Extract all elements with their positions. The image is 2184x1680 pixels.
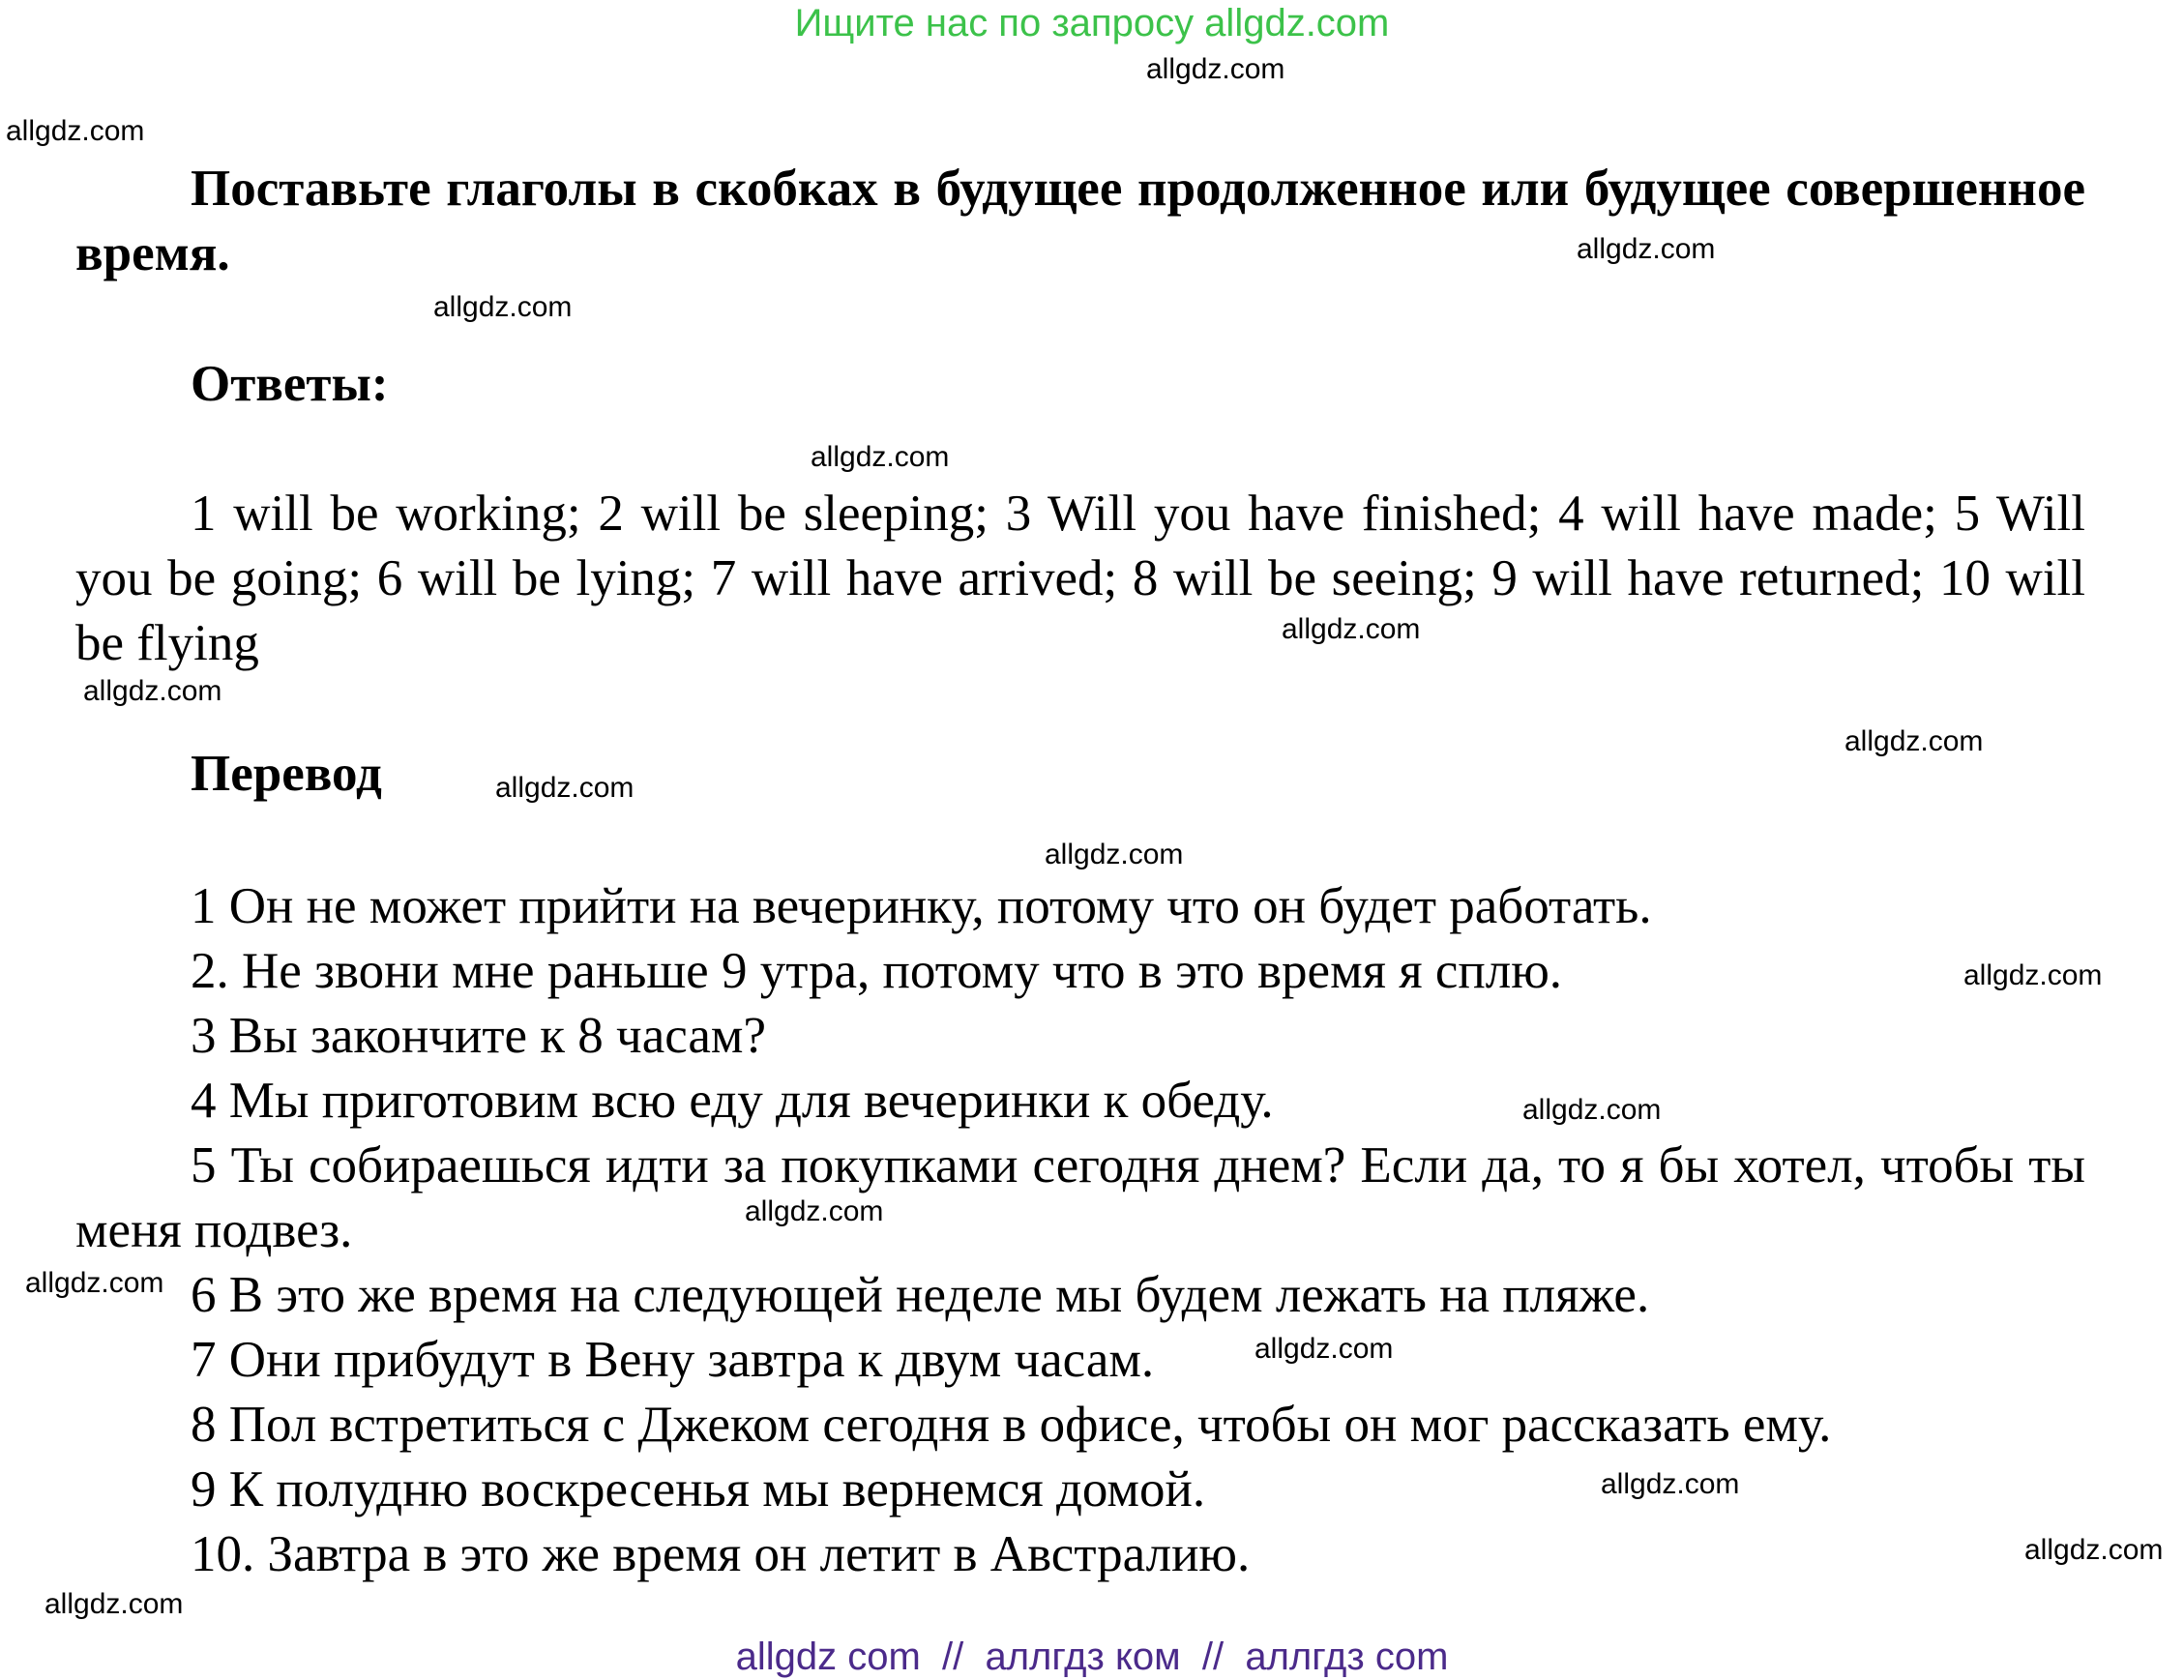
- translation-item: 2. Не звони мне раньше 9 утра, потому что в это время я сплю.: [191, 943, 1563, 999]
- footer-links: allgdz com // аллгдз ком // аллгдз com: [735, 1636, 1449, 1678]
- answers-text: 1 will be working; 2 will be sleeping; 3 Will you have finished; 4 will have made; 5 Will you be going; 6 will be lying; 7 will have arrived; 8 will be seeing; 9 will have returned; 10 will be flying: [75, 486, 2085, 671]
- watermark: allgdz.com: [25, 1267, 164, 1299]
- watermark: allgdz.com: [1282, 613, 1421, 645]
- top-banner: Ищите нас по запросу allgdz.com: [794, 2, 1390, 44]
- watermark: allgdz.com: [495, 772, 635, 804]
- translation-item: 7 Они прибудут в Вену завтра к двум часам.: [191, 1332, 1155, 1388]
- translation-item: 3 Вы закончите к 8 часам?: [191, 1008, 766, 1064]
- watermark: allgdz.com: [6, 115, 145, 147]
- translation-item: 5 Ты собираешься идти за покупками сегодня днем? Если да, то я бы хотел, чтобы ты меня подвез.: [75, 1137, 2085, 1258]
- translation-item: 4 Мы приготовим всю еду для вечеринки к обеду.: [191, 1073, 1274, 1129]
- watermark: allgdz.com: [1146, 53, 1285, 85]
- task-heading: Поставьте глаголы в скобках в будущее продолженное или будущее совершенное время.: [75, 161, 2085, 281]
- watermark: allgdz.com: [2024, 1534, 2164, 1566]
- translation-item: 10. Завтра в это же время он летит в Австралию.: [191, 1526, 1251, 1582]
- translation-item: 1 Он не может прийти на вечеринку, потому что он будет работать.: [191, 878, 1652, 934]
- watermark: allgdz.com: [1577, 233, 1716, 265]
- watermark: allgdz.com: [1522, 1094, 1662, 1126]
- watermark: allgdz.com: [433, 291, 573, 323]
- translation-item: 6 В это же время на следующей неделе мы будем лежать на пляже.: [191, 1267, 1650, 1323]
- translation-list: [75, 874, 2085, 1587]
- watermark: allgdz.com: [44, 1588, 184, 1620]
- translation-item: 9 К полудню воскресенья мы вернемся домой.: [191, 1461, 1206, 1518]
- translation-item: 8 Пол встретиться с Джеком сегодня в офисе, чтобы он мог рассказать ему.: [191, 1397, 1832, 1453]
- watermark: allgdz.com: [1045, 839, 1184, 870]
- watermark: allgdz.com: [811, 441, 950, 473]
- watermark: allgdz.com: [83, 675, 222, 707]
- watermark: allgdz.com: [1254, 1333, 1394, 1365]
- watermark: allgdz.com: [1845, 725, 1984, 757]
- watermark: allgdz.com: [745, 1195, 884, 1227]
- answers-label: Ответы:: [191, 356, 389, 412]
- watermark: allgdz.com: [1963, 959, 2103, 991]
- watermark: allgdz.com: [1601, 1468, 1740, 1500]
- translation-label: Перевод: [191, 746, 382, 802]
